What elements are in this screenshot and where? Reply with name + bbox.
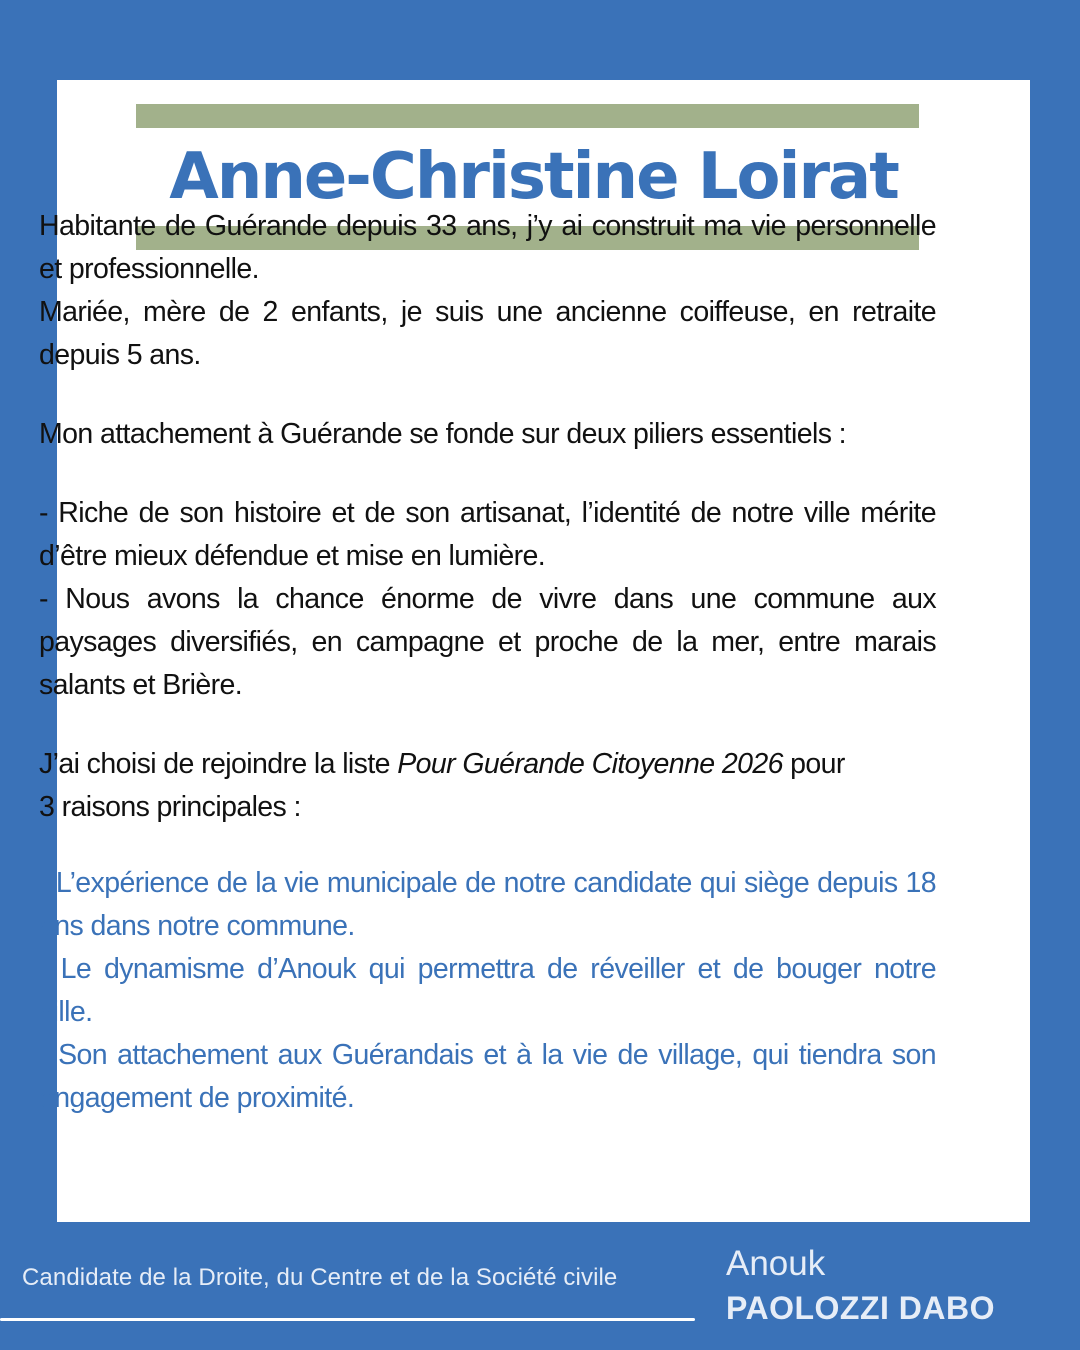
intro-paragraph-1: Habitante de Guérande depuis 33 ans, j’y ai construit ma vie personnelle et professionnelle. xyxy=(39,210,936,285)
list-name: Pour Guérande Citoyenne 2026 xyxy=(397,748,783,780)
candidate-first-name: Anouk xyxy=(726,1244,826,1283)
reason-item-2: - Le dynamisme d’Anouk qui permettra de réveiller et de bouger notre ville. xyxy=(39,953,936,1028)
title-band-top xyxy=(136,104,919,128)
choice-paragraph xyxy=(39,743,936,786)
choice-suffix: pour xyxy=(782,748,845,780)
pillar-item-2: - Nous avons la chance énorme de vivre dans une commune aux paysages diversifiés, en campagne et proche de la mer, entre marais salants et Brière. xyxy=(39,583,936,701)
reason-item-3: - Son attachement aux Guérandais et à la vie de village, qui tiendra son engagement de proximité. xyxy=(39,1039,936,1114)
intro-paragraph-2: Mariée, mère de 2 enfants, je suis une ancienne coiffeuse, en retraite depuis 5 ans. xyxy=(39,296,936,371)
pillar-item-1: - Riche de son histoire et de son artisanat, l’identité de notre ville mérite d’être mieux défendue et mise en lumière. xyxy=(39,497,936,572)
candidate-tagline: Candidate de la Droite, du Centre et de la Société civile xyxy=(22,1264,618,1291)
footer-underline xyxy=(0,1318,695,1321)
choice-paragraph-line-2: 3 raisons principales : xyxy=(39,791,301,823)
attachment-paragraph: Mon attachement à Guérande se fonde sur deux piliers essentiels : xyxy=(39,418,846,450)
reason-item-1: - L’expérience de la vie municipale de notre candidate qui siège depuis 18 ans dans notre commune. xyxy=(39,867,936,942)
candidate-last-name: PAOLOZZI DABO xyxy=(726,1290,995,1326)
biography-text xyxy=(39,205,936,1120)
page-title: Anne-Christine Loirat xyxy=(169,140,898,214)
choice-prefix: J’ai choisi de rejoindre la liste xyxy=(39,748,398,780)
